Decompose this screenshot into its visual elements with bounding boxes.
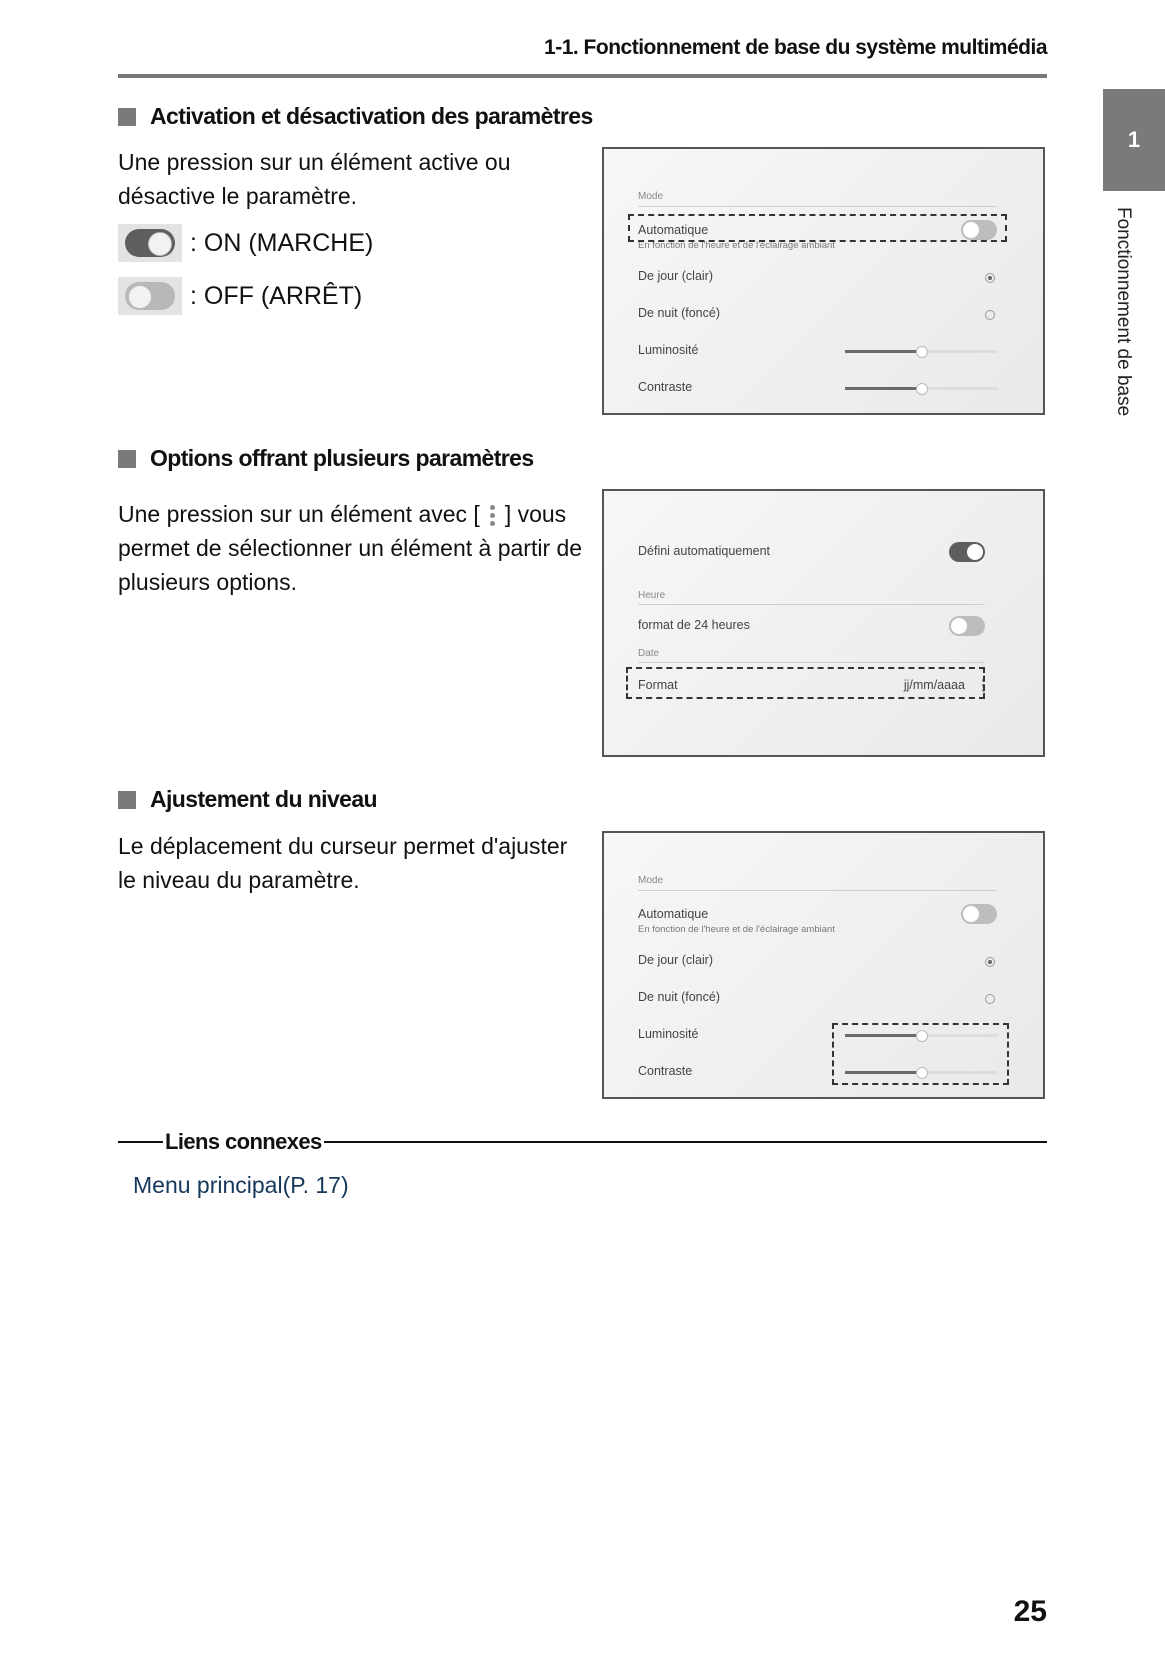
settings-screenshot-3 <box>602 831 1045 1099</box>
brightness-slider[interactable] <box>845 350 997 353</box>
toggle-off-icon <box>125 282 175 310</box>
kebab-menu-icon <box>490 505 495 526</box>
legend-on <box>118 224 373 262</box>
category-label: Mode <box>638 191 664 202</box>
setting-subtext: En fonction de l'heure et de l'éclairage ambiant <box>638 240 835 251</box>
related-title: Liens connexes <box>165 1129 322 1154</box>
text-part: ] vous permet de sélectionner un élément à partir de plusieurs options. <box>118 501 583 595</box>
settings-screenshot-2 <box>602 489 1045 757</box>
chapter-tab[interactable]: 1 <box>1103 89 1165 191</box>
setting-auto-defined[interactable]: Défini automatiquement <box>638 544 771 558</box>
settings-screenshot-1 <box>602 147 1045 415</box>
section-title: Options offrant plusieurs paramètres <box>150 445 534 471</box>
square-bullet-icon <box>118 108 136 126</box>
legend-label: : OFF (ARRÊT) <box>190 281 363 310</box>
radio-selected-icon[interactable] <box>985 273 995 283</box>
radio-selected-icon[interactable] <box>985 957 995 967</box>
setting-day[interactable]: De jour (clair) <box>638 953 714 967</box>
section-heading <box>118 445 534 472</box>
page-number: 25 <box>1013 1595 1047 1628</box>
text-part: Une pression sur un élément avec [ <box>118 501 480 527</box>
setting-format[interactable]: Format <box>638 678 678 692</box>
contrast-slider[interactable] <box>845 387 997 390</box>
related-links-heading <box>118 1130 1047 1154</box>
section-title: Activation et désactivation des paramètres <box>150 103 593 129</box>
legend-off <box>118 277 362 315</box>
setting-night[interactable]: De nuit (foncé) <box>638 306 720 320</box>
highlight-box <box>832 1023 1009 1085</box>
auto-defined-toggle[interactable] <box>949 542 985 562</box>
setting-subtext: En fonction de l'heure et de l'éclairage ambiant <box>638 924 835 935</box>
chapter-header: 1-1. Fonctionnement de base du système multimédia <box>544 36 1047 59</box>
square-bullet-icon <box>118 450 136 468</box>
section-title: Ajustement du niveau <box>150 786 377 812</box>
format-value[interactable]: jj/mm/aaaa <box>903 678 965 692</box>
legend-label: : ON (MARCHE) <box>190 228 374 257</box>
setting-24h[interactable]: format de 24 heures <box>638 618 750 632</box>
header-rule <box>118 74 1047 78</box>
highlight-box <box>626 667 985 699</box>
chapter-tab-label: Fonctionnement de base <box>1113 207 1134 417</box>
setting-contrast: Contraste <box>638 380 693 394</box>
square-bullet-icon <box>118 791 136 809</box>
24h-toggle[interactable] <box>949 616 985 636</box>
section-heading <box>118 786 377 813</box>
setting-automatique[interactable]: Automatique <box>638 907 709 921</box>
automatique-toggle[interactable] <box>961 904 997 924</box>
toggle-on-icon <box>125 229 175 257</box>
section-text <box>118 497 588 599</box>
category-label: Heure <box>638 590 666 601</box>
setting-automatique[interactable]: Automatique <box>638 223 709 237</box>
setting-night[interactable]: De nuit (foncé) <box>638 990 720 1004</box>
highlight-box <box>628 214 1007 242</box>
setting-day[interactable]: De jour (clair) <box>638 269 714 283</box>
radio-unselected-icon[interactable] <box>985 994 995 1004</box>
setting-contrast: Contraste <box>638 1064 693 1078</box>
section-heading <box>118 103 593 130</box>
category-label: Date <box>638 648 660 659</box>
link-main-menu[interactable]: Menu principal(P. 17) <box>133 1172 349 1198</box>
radio-unselected-icon[interactable] <box>985 310 995 320</box>
section-text: Le déplacement du curseur permet d'ajuster le niveau du paramètre. <box>118 833 568 893</box>
section-text: Une pression sur un élément active ou désactive le paramètre. <box>118 149 511 209</box>
category-label: Mode <box>638 875 664 886</box>
setting-brightness: Luminosité <box>638 1027 699 1041</box>
setting-brightness: Luminosité <box>638 343 699 357</box>
